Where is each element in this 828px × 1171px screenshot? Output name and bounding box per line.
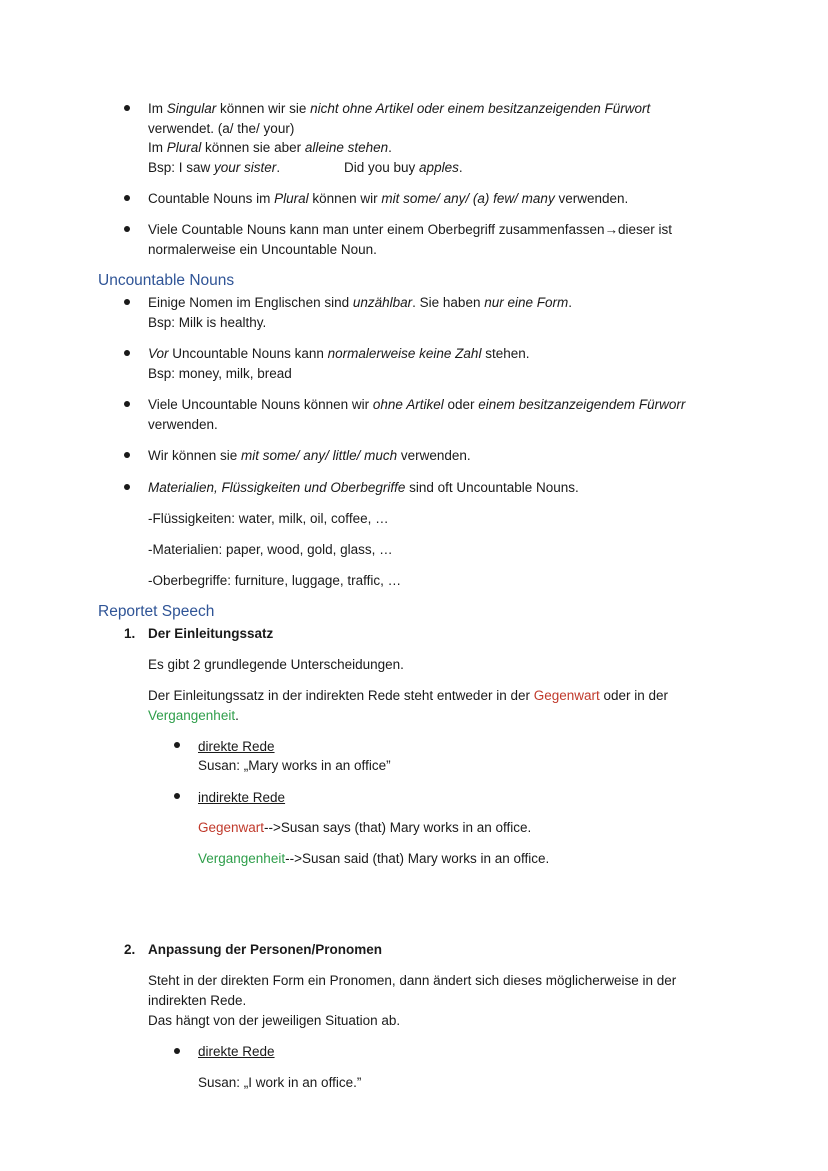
paragraph-line: Vergangenheit. [148,708,239,723]
bullet-icon [174,742,180,748]
paragraph-line: Steht in der direkten Form ein Pronomen, dann ändert sich dieses möglicherweise in der [148,973,677,988]
section-heading: Reportet Speech [98,603,215,620]
paragraph-line: Einige Nomen im Englischen sind unzählbar. Sie haben nur eine Form. [148,295,573,310]
bullet-icon [124,350,130,356]
sub-list-item: -Oberbegriffe: furniture, luggage, traffic, … [148,573,402,588]
bullet-icon [124,195,130,201]
paragraph-line: Im Plural können sie aber alleine stehen. [148,140,392,155]
paragraph-line: normalerweise ein Uncountable Noun. [148,242,377,257]
subsection-title: Anpassung der Personen/Pronomen [148,942,383,957]
bullet-icon [124,484,130,490]
paragraph-line: verwenden. [148,417,218,432]
paragraph-line: Materialien, Flüssigkeiten und Oberbegriffe sind oft Uncountable Nouns. [148,480,579,495]
paragraph-line: Im Singular können wir sie nicht ohne Artikel oder einem besitzanzeigenden Fürwort [148,101,651,116]
example-line: Susan: „Mary works in an office” [198,758,391,773]
sub-list-item: -Flüssigkeiten: water, milk, oil, coffee, … [148,511,389,526]
label-direct-speech: direkte Rede [198,739,275,754]
bullet-icon [124,105,130,111]
example-line: Bsp: money, milk, bread [148,366,292,381]
bullet-icon [124,401,130,407]
paragraph-line: Viele Uncountable Nouns können wir ohne Artikel oder einem besitzanzeigendem Fürworr [148,397,686,412]
paragraph-line: verwendet. (a/ the/ your) [148,121,295,136]
list-number: 1. [124,626,136,641]
subsection-title: Der Einleitungssatz [148,626,274,641]
label-indirect-speech: indirekte Rede [198,790,286,805]
example-line: Gegenwart-->Susan says (that) Mary works in an office. [198,820,532,835]
bullet-icon [174,1048,180,1054]
label-direct-speech: direkte Rede [198,1044,275,1059]
paragraph-line: Wir können sie mit some/ any/ little/ much verwenden. [148,448,471,463]
bullet-icon [174,793,180,799]
list-number: 2. [124,942,136,957]
paragraph-line: indirekten Rede. [148,993,247,1008]
arrow-right-icon: → [604,222,619,237]
bullet-icon [124,452,130,458]
paragraph-line: Vor Uncountable Nouns kann normalerweise keine Zahl stehen. [148,346,530,361]
sub-list-item: -Materialien: paper, wood, gold, glass, … [148,542,393,557]
bullet-icon [124,299,130,305]
bullet-icon [124,226,130,232]
example-line: Bsp: I saw your sister. [148,160,281,175]
paragraph-line: Es gibt 2 grundlegende Unterscheidungen. [148,657,404,672]
section-heading: Uncountable Nouns [98,272,235,289]
example-line: Bsp: Milk is healthy. [148,315,267,330]
paragraph-line: Countable Nouns im Plural können wir mit some/ any/ (a) few/ many verwenden. [148,191,629,206]
example-line: Did you buy apples. [344,160,463,175]
paragraph-line: Viele Countable Nouns kann man unter einem Oberbegriff zusammenfassen→dieser ist [148,222,673,237]
paragraph-line: Der Einleitungssatz in der indirekten Rede steht entweder in der Gegenwart oder in der [148,688,669,703]
paragraph-line: Das hängt von der jeweiligen Situation ab. [148,1013,401,1028]
example-line: Susan: „I work in an office.” [198,1075,362,1090]
example-line: Vergangenheit-->Susan said (that) Mary works in an office. [198,851,550,866]
